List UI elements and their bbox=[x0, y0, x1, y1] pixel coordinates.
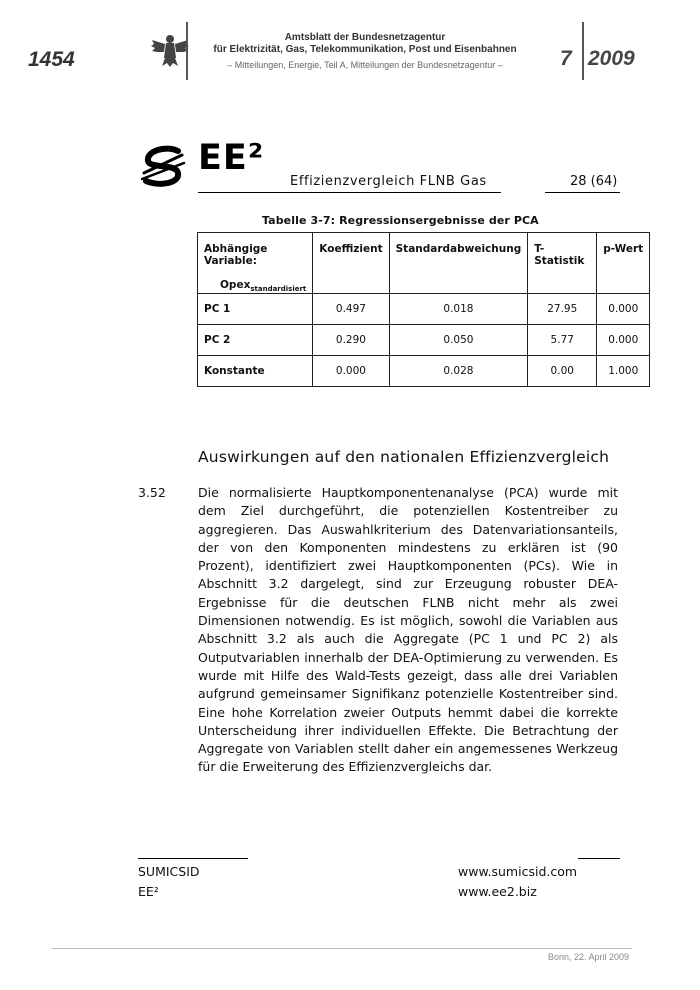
bottom-rule bbox=[52, 948, 632, 949]
row-label: PC 1 bbox=[198, 294, 313, 325]
table-row bbox=[198, 356, 650, 387]
footer-organization: SUMICSID bbox=[138, 864, 200, 879]
gazette-title: Amtsblatt der Bundesnetzagentur bbox=[284, 32, 446, 43]
table-cell: 0.028 bbox=[389, 356, 528, 387]
document-title: Effizienzvergleich FLNB Gas bbox=[290, 174, 487, 189]
footer-rule bbox=[138, 858, 248, 859]
table-cell: 5.77 bbox=[528, 325, 597, 356]
paragraph-body: Die normalisierte Hauptkomponentenanalyse (PCA) wurde mit dem Ziel durchgeführt, die potenziellen Kostentreiber zu aggregieren. Das Auswahlkriterium des Datenvariationsanteils, der von den Komponenten mindestens zu erklären ist (90 Prozent), identifiziert zwei Hauptkomponenten (PCs). Wie in Abschnitt 3.2 dargelegt, sind zur Erzeugung robuster DEA-Ergebnisse für die deutschen FLNB nicht mehr als zwei Dimensionen notwendig. Es ist möglich, sowohl die Variablen aus Abschnitt 3.2 als auch die Aggregate (PC 1 und PC 2) als Outputvariablen innerhalb der DEA-Optimierung zu verwenden. Es wurde mit Hilfe des Wald-Tests gezeigt, dass alle drei Variablen aufgrund gemeinsamer Signifikanz potenzielle Kostentreiber sind. Eine hohe Korrelation zweier Outputs hemmt dabei die korrekte Unterscheidung ihrer individuellen Effekte. Die Betrachtung der Aggregate von Variablen stellt daher ein angemessenes Werkzeug für die Erweiterung des Effizienzvergleichs dar. bbox=[198, 485, 618, 775]
publication-date: Bonn, 22. April 2009 bbox=[548, 952, 630, 962]
table-cell: 0.000 bbox=[597, 294, 650, 325]
table-cell: 27.95 bbox=[528, 294, 597, 325]
regression-table bbox=[197, 232, 650, 387]
table-header-row bbox=[198, 233, 650, 294]
footer-ee2-url: www.ee2.biz bbox=[458, 884, 537, 899]
issue-divider bbox=[582, 22, 584, 80]
section-heading: Auswirkungen auf den nationalen Effizienzvergleich bbox=[198, 448, 610, 466]
issue-number: 7 bbox=[560, 47, 572, 70]
table-cell: 0.00 bbox=[528, 356, 597, 387]
column-header: Koeffizient bbox=[313, 233, 389, 294]
dependent-variable-main: Opex bbox=[220, 279, 251, 291]
row-label: PC 2 bbox=[198, 325, 313, 356]
column-header: T-Statistik bbox=[528, 233, 597, 294]
column-header: p-Wert bbox=[597, 233, 650, 294]
table-row bbox=[198, 294, 650, 325]
dependent-variable-header bbox=[198, 233, 313, 294]
dependent-label-line2: Variable: bbox=[204, 255, 257, 267]
column-header: Standardabweichung bbox=[389, 233, 528, 294]
ee2-logo-text: EE² bbox=[198, 138, 265, 178]
table-cell: 0.050 bbox=[389, 325, 528, 356]
federal-eagle-icon bbox=[150, 30, 190, 70]
table-cell: 0.000 bbox=[597, 325, 650, 356]
gazette-subtitle: für Elektrizität, Gas, Telekommunikation, Post und Eisenbahnen bbox=[213, 44, 517, 55]
table-cell: 0.000 bbox=[313, 356, 389, 387]
table-row bbox=[198, 325, 650, 356]
table-cell: 0.497 bbox=[313, 294, 389, 325]
table-cell: 0.290 bbox=[313, 325, 389, 356]
ee2-swirl-logo-icon bbox=[138, 143, 188, 189]
table-cell: 0.018 bbox=[389, 294, 528, 325]
dependent-label-line1: Abhängige bbox=[204, 243, 268, 255]
row-label: Konstante bbox=[198, 356, 313, 387]
title-underline bbox=[198, 192, 501, 193]
header-divider bbox=[186, 22, 188, 80]
document-page: 28 (64) bbox=[570, 174, 618, 189]
issue-year: 2009 bbox=[588, 47, 635, 70]
paragraph-number: 3.52 bbox=[138, 485, 166, 500]
page-number: 1454 bbox=[28, 48, 75, 71]
dependent-variable-name bbox=[204, 267, 306, 293]
footer-rule bbox=[578, 858, 620, 859]
gazette-section: – Mitteilungen, Energie, Teil A, Mitteilungen der Bundesnetzagentur – bbox=[227, 60, 503, 70]
footer-sumicsid-url: www.sumicsid.com bbox=[458, 864, 578, 879]
page-underline bbox=[545, 192, 620, 193]
table-caption: Tabelle 3-7: Regressionsergebnisse der PCA bbox=[262, 214, 539, 227]
table-cell: 1.000 bbox=[597, 356, 650, 387]
footer-ee2: EE² bbox=[138, 884, 159, 899]
dependent-variable-subscript: standardisiert bbox=[250, 285, 307, 294]
